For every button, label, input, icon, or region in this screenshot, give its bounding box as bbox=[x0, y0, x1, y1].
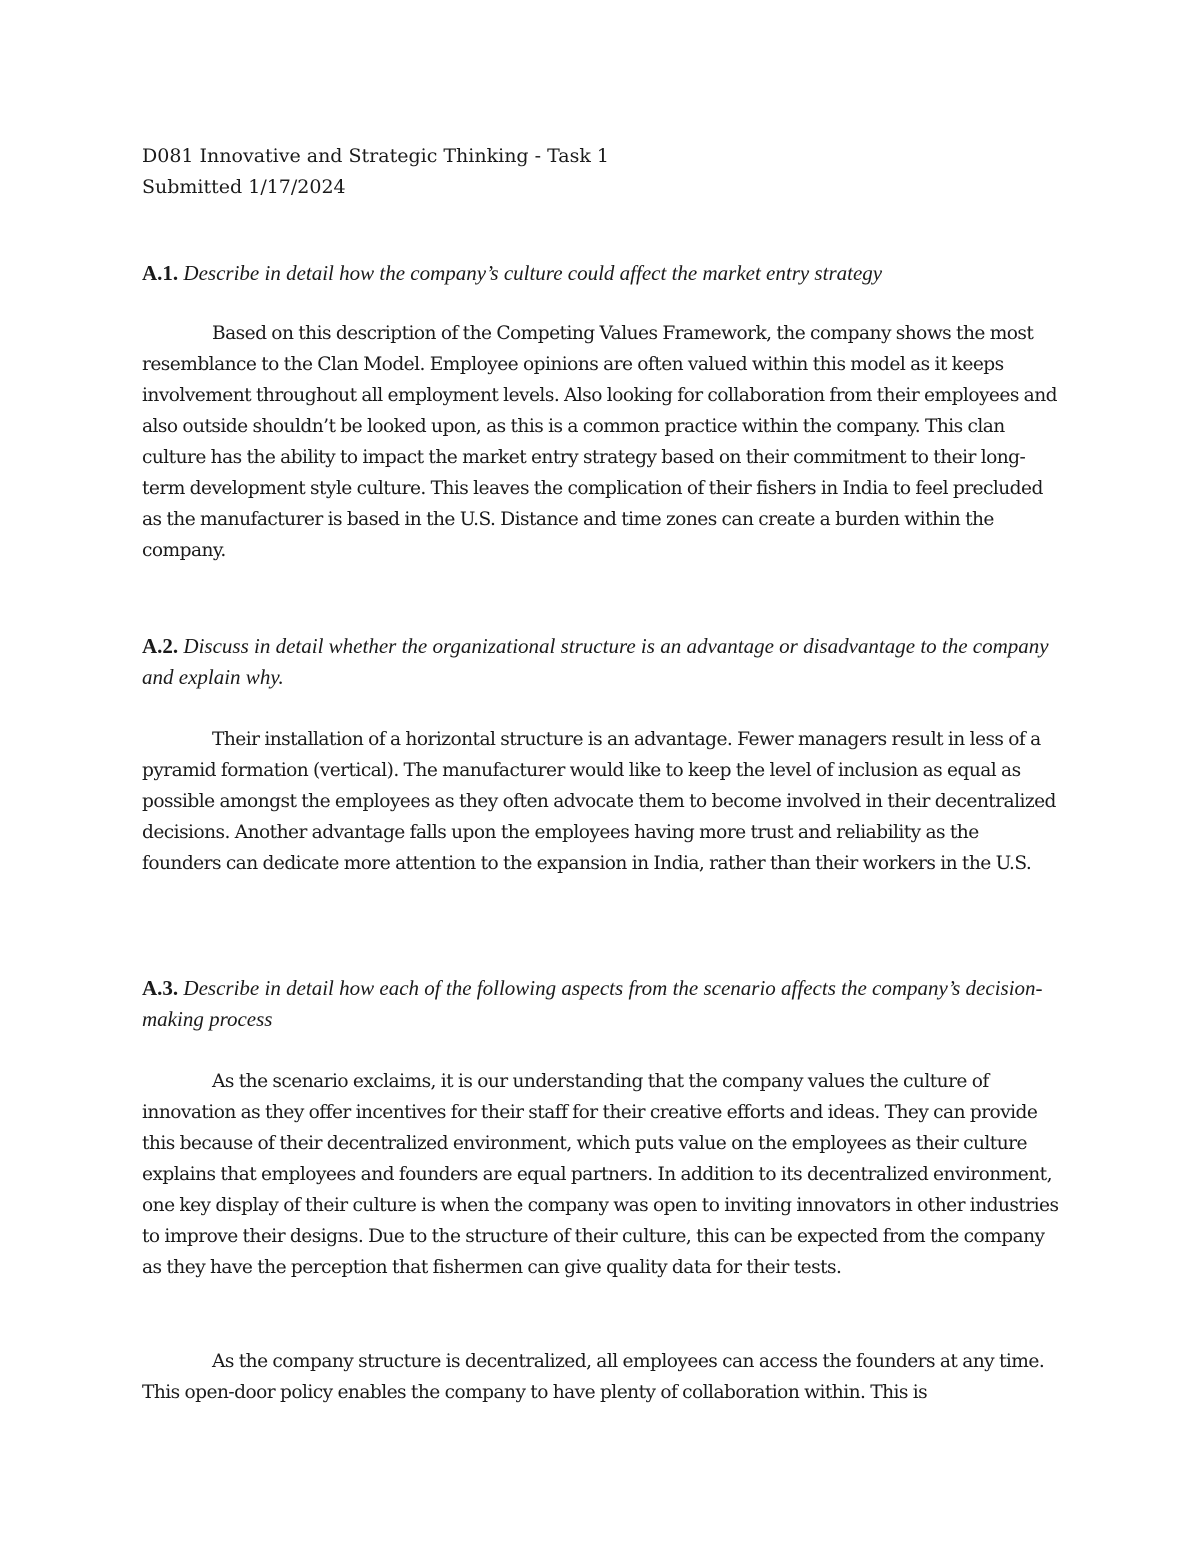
section-prompt: Describe in detail how the company’s culture could affect the market entry strategy bbox=[183, 261, 883, 285]
section-a2-heading bbox=[142, 631, 1072, 693]
section-prompt: Discuss in detail whether the organizational structure is an advantage or disadvantage to the company and explain why. bbox=[142, 634, 1049, 689]
section-a1-heading bbox=[142, 258, 1072, 289]
section-a3-paragraph-2: As the company structure is decentralized, all employees can access the founders at any time. This open-door policy enables the company to have plenty of collaboration within. This is bbox=[142, 1351, 1045, 1403]
section-a1-paragraph: Based on this description of the Competing Values Framework, the company shows the most resemblance to the Clan Model. Employee opinions are often valued within this model as it keeps involvement throughout all employment levels. Also looking for collaboration from their employees and also outside shouldn’t be looked upon, as this is a common practice within the company. This clan culture has the ability to impact the market entry strategy based on their commitment to their long-term development style culture. This leaves the complication of their fishers in India to feel precluded as the manufacturer is based in the U.S. Distance and time zones can create a burden within the company. bbox=[142, 323, 1057, 561]
course-title: D081 Innovative and Strategic Thinking - Task 1 bbox=[142, 145, 610, 167]
submission-date: Submitted 1/17/2024 bbox=[142, 176, 346, 198]
section-a3-paragraph-1: As the scenario exclaims, it is our understanding that the company values the culture of innovation as they offer incentives for their staff for their creative efforts and ideas. They can provide this because of their decentralized environment, which puts value on the employees as their culture explains that employees and founders are equal partners. In addition to its decentralized environment, one key display of their culture is when the company was open to inviting innovators in other industries to improve their designs. Due to the structure of their culture, this can be expected from the company as they have the perception that fishermen can give quality data for their tests. bbox=[142, 1071, 1059, 1278]
section-number: A.1. bbox=[142, 261, 179, 285]
section-number: A.2. bbox=[142, 634, 179, 658]
section-a2-paragraph: Their installation of a horizontal structure is an advantage. Fewer managers result in less of a pyramid formation (vertical). The manufacturer would like to keep the level of inclusion as equal as possible amongst the employees as they often advocate them to become involved in their decentralized decisions. Another advantage falls upon the employees having more trust and reliability as the founders can dedicate more attention to the expansion in India, rather than their workers in the U.S. bbox=[142, 729, 1056, 874]
section-number: A.3. bbox=[142, 976, 179, 1000]
section-prompt: Describe in detail how each of the following aspects from the scenario affects the company’s decision-making process bbox=[142, 976, 1043, 1031]
section-a3-heading bbox=[142, 973, 1072, 1035]
